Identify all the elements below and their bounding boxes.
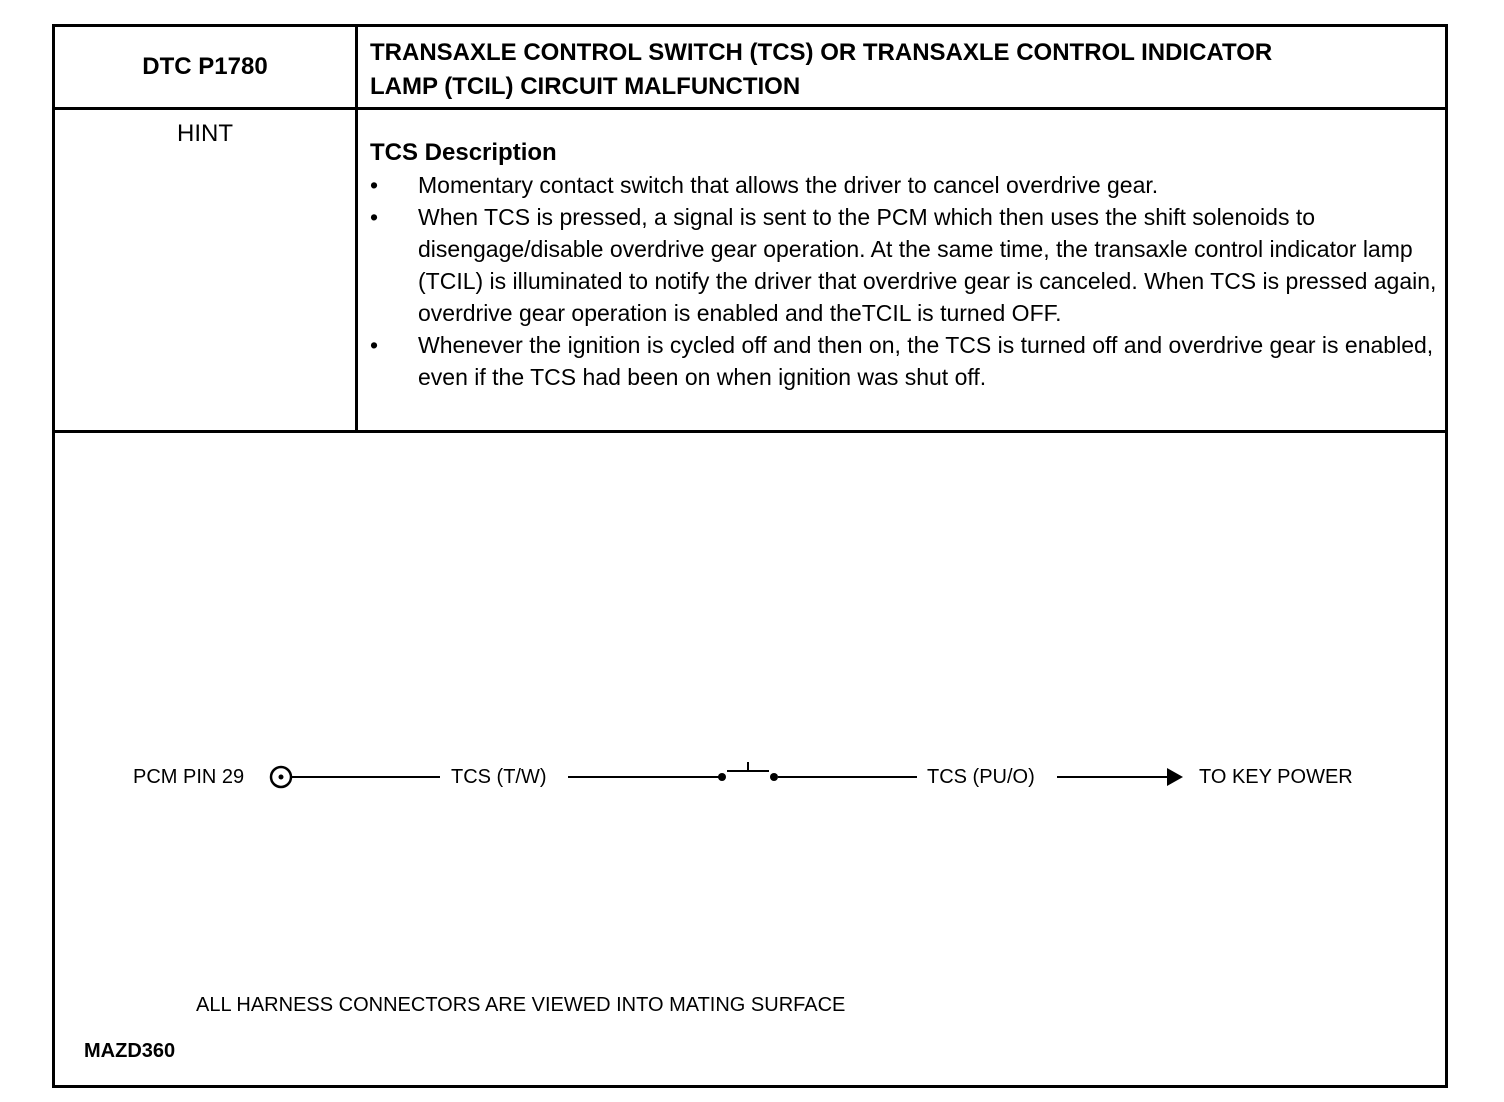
tcs-description-title: TCS Description: [370, 139, 557, 166]
switch-contact-right-icon: [770, 773, 778, 781]
arrow-right-icon: [1167, 768, 1183, 786]
pcm-connector-center-icon: [279, 775, 284, 780]
pcm-pin-label: PCM PIN 29: [133, 766, 245, 788]
bullet-icon: •: [370, 172, 379, 198]
list-item-text: Whenever the ignition is cycled off and then on, the TCS is turned off and overdrive gear is enabled, even if the TCS had been on when ignition was shut off.: [418, 332, 1434, 390]
wire-puo-label: TCS (PU/O): [927, 766, 1035, 788]
wire-tw-label: TCS (T/W): [451, 766, 547, 788]
row-divider-header: [55, 107, 1445, 110]
key-power-label: TO KEY POWER: [1199, 766, 1353, 788]
dtc-title-line-2: LAMP (TCIL) CIRCUIT MALFUNCTION: [370, 73, 801, 100]
bullet-icon: •: [370, 204, 379, 230]
dtc-title-line-1: TRANSAXLE CONTROL SWITCH (TCS) OR TRANSAXLE CONTROL INDICATOR: [370, 39, 1273, 66]
column-divider: [355, 27, 358, 433]
list-item-text: Momentary contact switch that allows the driver to cancel overdrive gear.: [418, 172, 1159, 198]
tcs-description: [370, 137, 1440, 393]
tcs-description-list: [370, 169, 1440, 393]
dtc-title: [370, 36, 1430, 104]
wiring-diagram-svg: [55, 433, 1445, 1088]
list-item: [370, 329, 1440, 393]
wiring-diagram: [55, 433, 1445, 1088]
switch-contact-left-icon: [718, 773, 726, 781]
figure-code: MAZD360: [84, 1040, 176, 1062]
bullet-icon: •: [370, 332, 379, 358]
hint-label: HINT: [177, 120, 233, 147]
list-item: [370, 169, 1440, 201]
dtc-sheet: [52, 24, 1448, 1088]
list-item-text: When TCS is pressed, a signal is sent to the PCM which then uses the shift solenoids to disengage/disable overdrive gear operation. At the same time, the transaxle control indicator lamp (TCIL) is illuminated to notify the driver that overdrive gear is canceled. When TCS is pressed again, overdrive gear operation is enabled and theTCIL is turned OFF.: [418, 204, 1437, 326]
harness-note: ALL HARNESS CONNECTORS ARE VIEWED INTO MATING SURFACE: [196, 994, 846, 1016]
dtc-code: DTC P1780: [142, 53, 268, 80]
list-item: [370, 201, 1440, 329]
